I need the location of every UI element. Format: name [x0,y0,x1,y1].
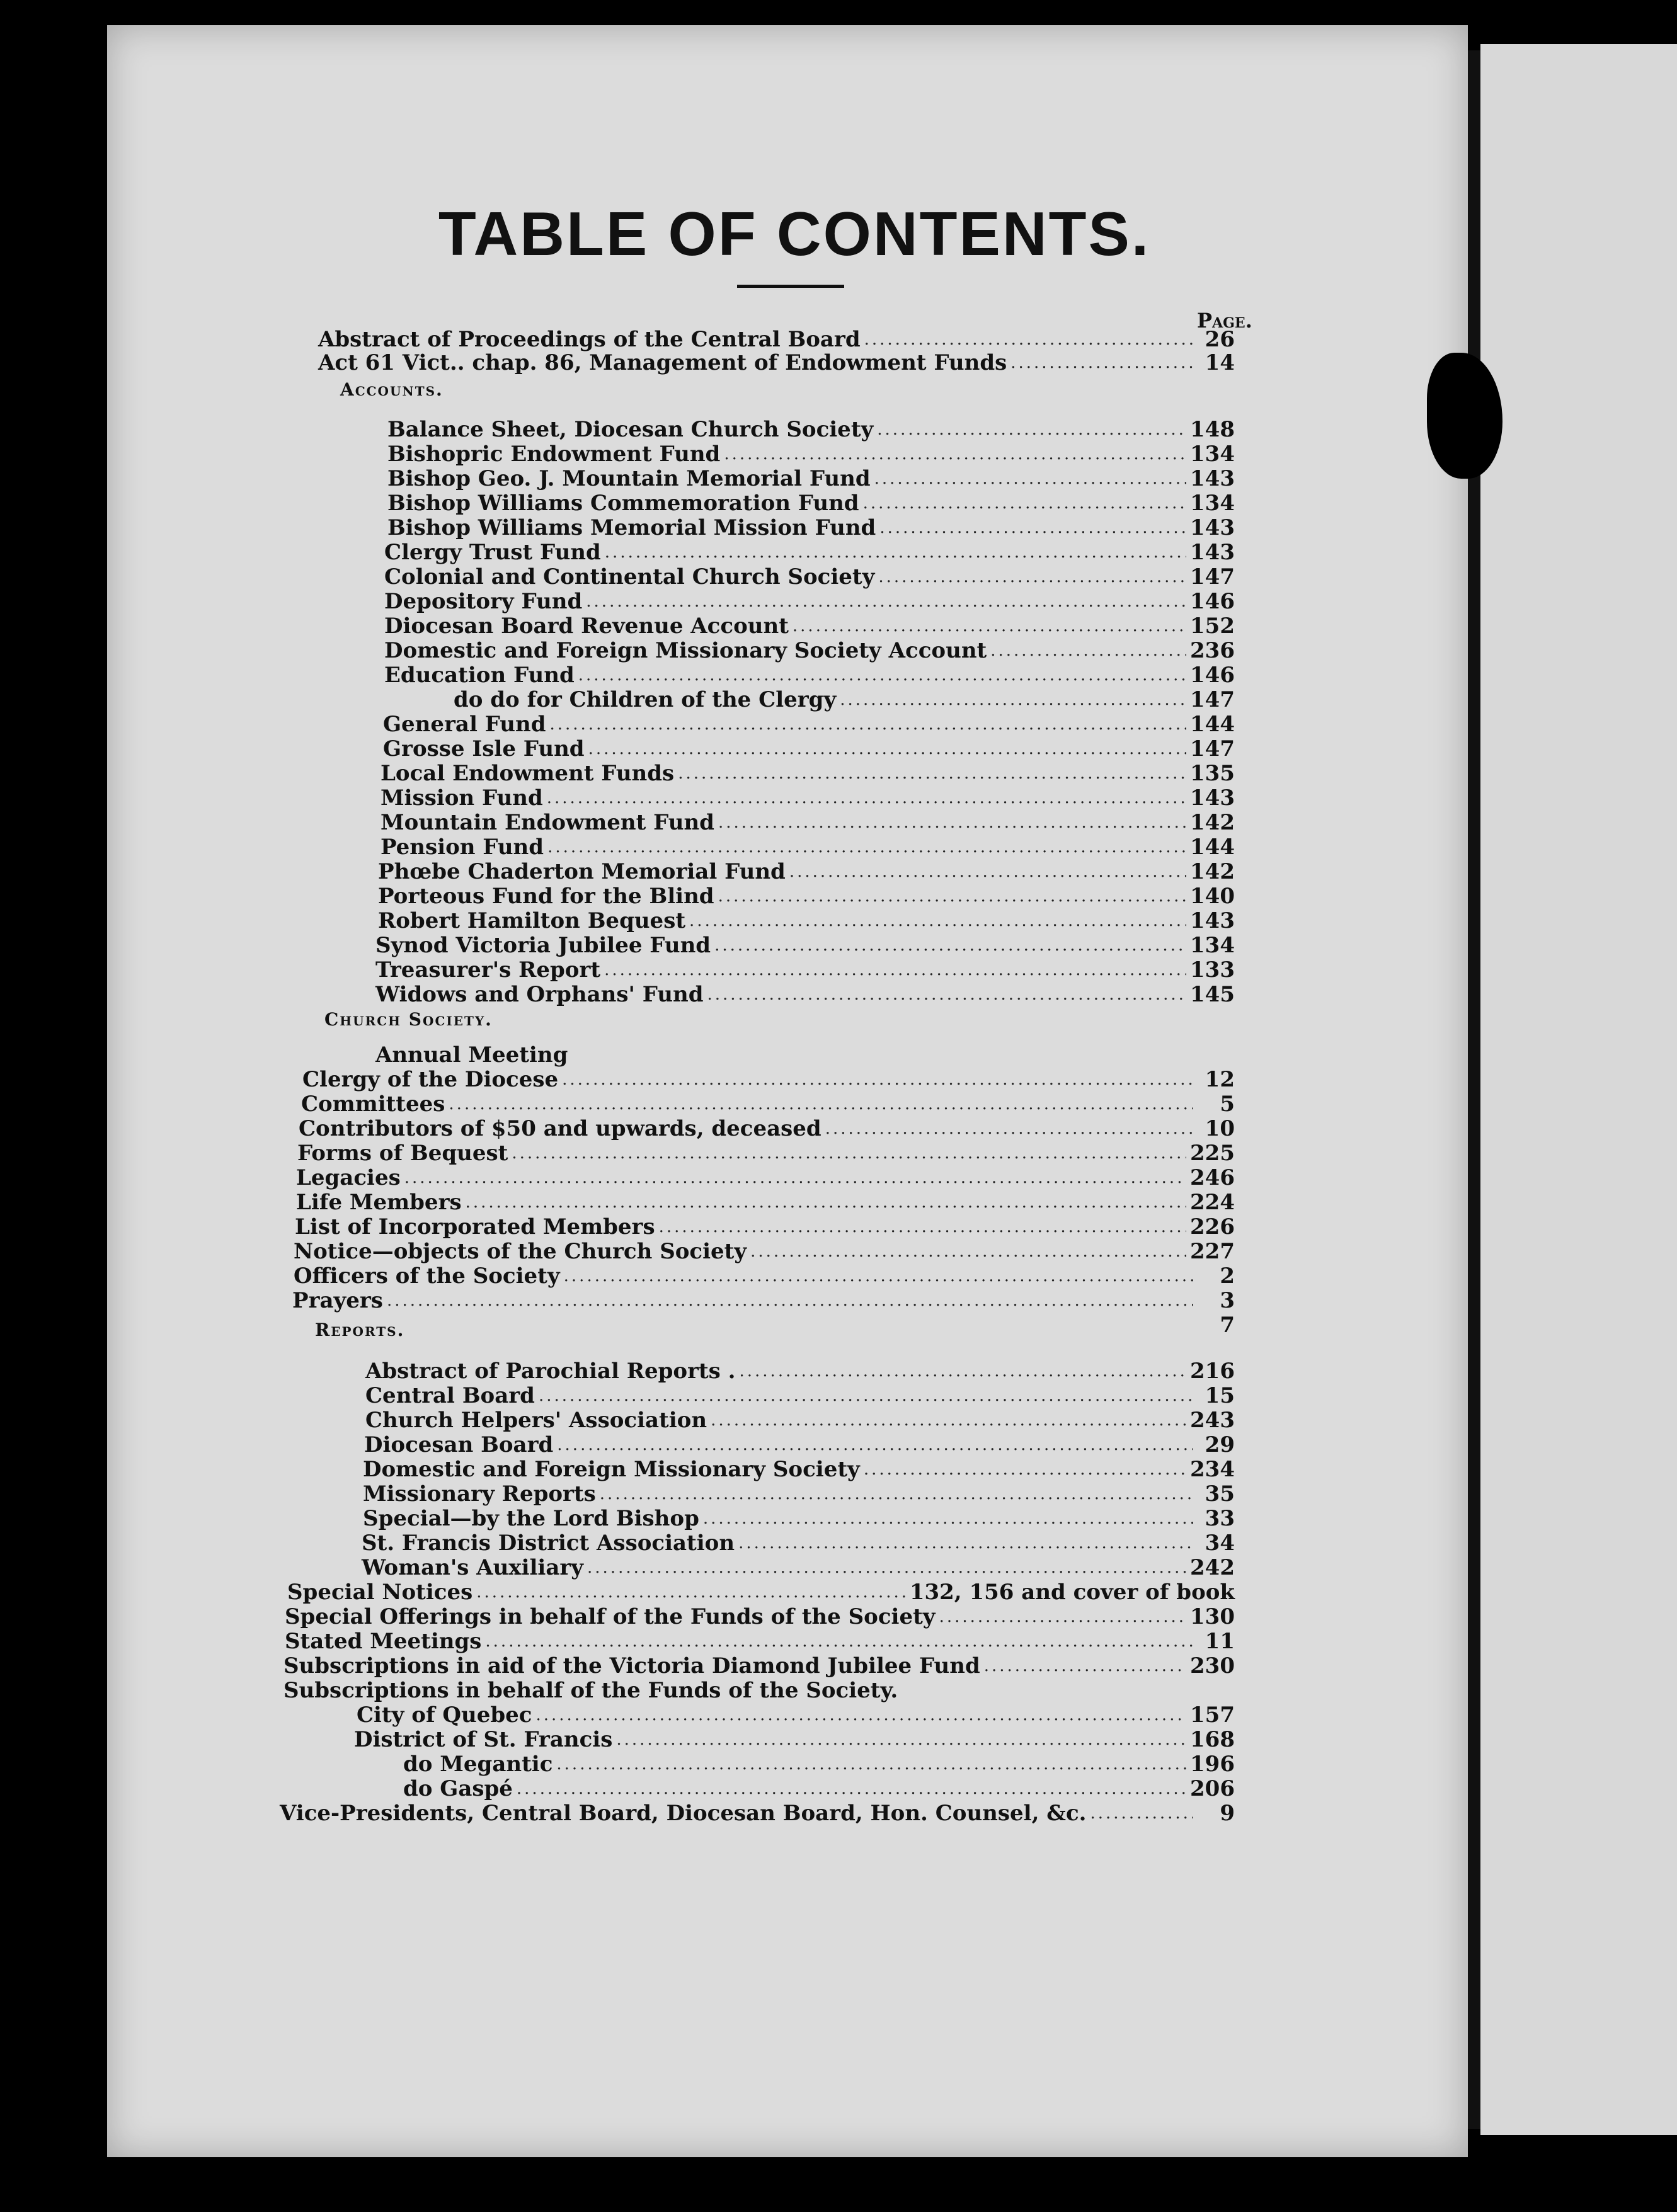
toc-entry-page: 143 [1190,540,1235,565]
toc-entry-page: 146 [1190,589,1235,614]
toc-entry-label: Diocesan Board [364,1432,554,1457]
leader-dots [703,1507,1193,1531]
toc-entry [295,1215,1235,1239]
toc-entry-page: 10 [1205,1116,1235,1141]
toc-entry [383,737,1235,761]
toc-entry-page: 157 [1190,1702,1235,1728]
leader-dots [588,737,1186,761]
toc-entry-page: 226 [1190,1214,1235,1240]
toc-entry-label: District of St. Francis [354,1727,613,1752]
leader-dots [718,884,1186,908]
toc-entry-page: 196 [1190,1752,1235,1777]
toc-entry [403,1752,1235,1776]
toc-entry-page: 9 [1220,1801,1235,1826]
toc-entry [362,1556,1235,1580]
leader-dots [678,761,1186,785]
toc-entry-page: 144 [1190,712,1235,737]
leader-dots [512,1141,1186,1165]
toc-entry-label: Bishop Geo. J. Mountain Memorial Fund [387,466,871,491]
toc-entry-label: Widows and Orphans' Fund [375,982,704,1007]
toc-entry-page: 234 [1190,1457,1235,1482]
toc-entry [364,1433,1235,1457]
leader-dots [587,1556,1186,1580]
toc-entry-label: Missionary Reports [363,1481,596,1507]
toc-entry-page: 206 [1190,1776,1235,1801]
toc-entry-label: Contributors of $50 and upwards, deceased [299,1116,821,1141]
toc-entry [296,1166,1235,1190]
leader-dots [879,516,1186,540]
leader-dots [864,328,1193,351]
toc-entry [365,1359,1235,1383]
toc-entry-page: 26 [1205,327,1235,352]
toc-entry-label: Treasurer's Report [375,957,601,983]
leader-dots [539,1384,1193,1408]
toc-entry-label: Abstract of Parochial Reports . [365,1359,736,1384]
toc-entry-label: Domestic and Foreign Missionary Society Account [384,638,987,663]
leader-dots [547,786,1186,810]
toc-entry [387,442,1235,466]
leader-dots [864,1457,1186,1481]
toc-entry-page: 140 [1190,884,1235,909]
toc-entry-page: 132, 156 and cover of book [909,1580,1235,1605]
toc-entry [378,884,1235,908]
toc-entry [283,1654,1235,1678]
toc-entry-label: Mission Fund [381,785,543,811]
toc-entry-page: 11 [1205,1629,1235,1654]
toc-entry [375,933,1235,957]
section-heading-accounts: Accounts. [340,379,444,400]
toc-entry-label: Vice-Presidents, Central Board, Diocesan Board, Hon. Counsel, &c. [280,1801,1087,1826]
toc-entry-page: 152 [1190,613,1235,639]
toc-entry-label: Abstract of Proceedings of the Central Board [318,327,861,352]
toc-entry-page: 3 [1220,1288,1235,1313]
leader-dots [840,688,1186,712]
toc-entry [280,1801,1235,1825]
toc-entry-label: Central Board [365,1383,535,1408]
leader-dots [536,1703,1187,1727]
toc-entry [378,909,1235,933]
leader-dots [793,614,1186,638]
leader-dots [517,1777,1186,1801]
toc-entry [387,516,1235,540]
leader-dots [878,565,1186,589]
toc-entry-page: 143 [1190,908,1235,933]
leader-dots [562,1068,1193,1092]
toc-entry-label: Stated Meetings [285,1629,482,1654]
toc-entry-label: Clergy Trust Fund [384,540,601,565]
toc-entry-page: 243 [1190,1408,1235,1433]
toc-entry [363,1507,1235,1531]
toc-entry-page: 230 [1190,1653,1235,1679]
leader-dots [984,1654,1186,1678]
toc-entry-label: Church Helpers' Association [365,1408,707,1433]
toc-entry-page: 143 [1190,515,1235,540]
toc-entry-label: Notice—objects of the Church Society [294,1239,747,1264]
toc-entry [297,1141,1235,1165]
toc-entry-label: Grosse Isle Fund [383,736,585,761]
toc-entry-label: Officers of the Society [294,1263,560,1289]
leader-dots [578,663,1186,687]
toc-entry-label: Prayers [292,1288,383,1313]
toc-entry-label: Domestic and Foreign Missionary Society [363,1457,860,1482]
toc-entry-label: Woman's Auxiliary [362,1555,584,1580]
toc-entry [381,761,1235,785]
toc-entry-label: General Fund [383,712,546,737]
toc-entry-page: 144 [1190,835,1235,860]
toc-entry [302,1068,1235,1092]
toc-entry [292,1289,1235,1313]
toc-entry [384,614,1235,638]
toc-entry [285,1629,1235,1653]
toc-entry-page: 2 [1220,1263,1235,1289]
leader-dots [586,590,1186,613]
toc-entry [354,1728,1235,1752]
toc-entry [318,328,1235,351]
toc-entry-label: St. Francis District Association [362,1531,735,1556]
leader-dots [863,491,1186,515]
toc-entry [283,1679,1235,1702]
toc-entry [381,786,1235,810]
toc-entry [318,351,1235,375]
toc-entry [403,1777,1235,1801]
toc-entry [294,1240,1235,1263]
leader-dots [707,983,1186,1006]
toc-entry-page: 12 [1205,1067,1235,1092]
toc-entry [294,1264,1235,1288]
toc-entry [285,1605,1235,1629]
toc-entry [296,1190,1235,1214]
leader-dots [556,1752,1186,1776]
toc-entry-label: Bishopric Endowment Fund [387,442,721,467]
leader-dots [605,540,1186,564]
section-heading-reports: Reports. [315,1320,405,1340]
toc-entry-label: do Gaspé [403,1776,513,1801]
toc-entry-label: Education Fund [384,663,575,688]
toc-entry [365,1384,1235,1408]
toc-entry-page: 224 [1190,1190,1235,1215]
toc-entry [384,639,1235,663]
toc-entry [292,1313,1235,1337]
toc-entry-page: 143 [1190,466,1235,491]
toc-entry-label: Phœbe Chaderton Memorial Fund [378,859,786,884]
toc-entry [375,1043,1235,1067]
leader-dots [549,712,1186,736]
toc-entry [387,491,1235,515]
leader-dots [557,1433,1193,1457]
toc-entry-label: List of Incorporated Members [295,1214,655,1240]
leader-dots [404,1166,1186,1190]
toc-entry-label: Bishop Williams Memorial Mission Fund [387,515,876,540]
toc-entry [384,540,1235,564]
toc-entry-page: 216 [1190,1359,1235,1384]
toc-entry-label: Subscriptions in behalf of the Funds of the Society. [283,1678,898,1703]
page-title: TABLE OF CONTENTS. [438,199,1151,268]
leader-dots [600,1482,1193,1506]
leader-dots [689,909,1186,933]
toc-entry-label: Legacies [296,1165,401,1190]
leader-dots [449,1092,1193,1116]
leader-dots [485,1629,1193,1653]
leader-dots [789,860,1186,884]
toc-entry-page: 242 [1190,1555,1235,1580]
toc-entry-page: 15 [1205,1383,1235,1408]
toc-entry [365,1408,1235,1432]
toc-entry-page: 134 [1190,491,1235,516]
leader-dots [564,1264,1193,1288]
toc-entry-page: 142 [1190,810,1235,835]
toc-entry [381,811,1235,835]
toc-entry-label: Act 61 Vict.. chap. 86, Management of Endowment Funds [318,350,1007,375]
toc-entry-label: Mountain Endowment Fund [381,810,714,835]
toc-entry [387,418,1235,442]
toc-entry-label: Forms of Bequest [297,1141,508,1166]
toc-entry-page: 134 [1190,442,1235,467]
leader-dots [714,933,1186,957]
leader-dots [718,811,1186,835]
toc-entry [301,1092,1235,1116]
toc-entry-label: Committees [301,1092,445,1117]
toc-entry-page: 133 [1190,957,1235,983]
toc-entry-page: 134 [1190,933,1235,958]
leader-dots [711,1408,1186,1432]
toc-entry-page: 7 [1220,1313,1235,1338]
toc-entry-page: 225 [1190,1141,1235,1166]
toc-entry-page: 148 [1190,417,1235,442]
leader-dots [990,639,1186,663]
facing-page [1480,44,1677,2135]
toc-entry-page: 147 [1190,564,1235,590]
leader-dots [825,1117,1193,1141]
toc-entry-label: Life Members [296,1190,462,1215]
toc-entry-page: 143 [1190,785,1235,811]
toc-entry-page: 145 [1190,982,1235,1007]
leader-dots [1010,351,1193,375]
toc-entry [357,1703,1235,1727]
toc-entry-label: Annual Meeting [375,1042,568,1068]
toc-entry-label: Clergy of the Diocese [302,1067,559,1092]
leader-dots [604,958,1186,982]
toc-entry-label: do do for Children of the Clergy [454,687,837,712]
toc-entry-label: do Megantic [403,1752,553,1777]
toc-entry-page: 14 [1205,350,1235,375]
toc-entry-label: City of Quebec [357,1702,532,1728]
leader-dots [659,1215,1186,1239]
toc-entry-label: Balance Sheet, Diocesan Church Society [387,417,874,442]
toc-entry [381,835,1235,859]
toc-entry-page: 29 [1205,1432,1235,1457]
toc-entry [387,467,1235,491]
leader-dots [476,1580,906,1604]
toc-entry-page: 147 [1190,736,1235,761]
toc-entry-page: 236 [1190,638,1235,663]
toc-entry-label: Diocesan Board Revenue Account [384,613,789,639]
toc-entry-page: 34 [1205,1531,1235,1556]
section-heading-church-society: Church Society. [324,1009,493,1030]
toc-entry-label: Special Offerings in behalf of the Funds of the Society [285,1604,936,1629]
toc-entry-page: 142 [1190,859,1235,884]
toc-entry [375,983,1235,1006]
leader-dots [616,1728,1186,1752]
toc-entry-label: Robert Hamilton Bequest [378,908,686,933]
leader-dots [1090,1801,1194,1825]
toc-entry [383,712,1235,736]
leader-dots [874,467,1186,491]
toc-entry-page: 5 [1220,1092,1235,1117]
page-column-header: Page. [1197,309,1252,333]
title-rule [737,285,844,288]
toc-entry [454,688,1235,712]
toc-entry-page: 33 [1205,1506,1235,1531]
toc-entry [363,1482,1235,1506]
toc-entry-page: 147 [1190,687,1235,712]
leader-dots [740,1359,1187,1383]
leader-dots [939,1605,1186,1629]
toc-entry-page: 35 [1205,1481,1235,1507]
toc-entry-label: Bishop Williams Commemoration Fund [387,491,859,516]
toc-entry-page: 146 [1190,663,1235,688]
leader-dots [877,418,1186,442]
toc-entry-page: 227 [1190,1239,1235,1264]
leader-dots [738,1531,1193,1555]
toc-entry-label: Colonial and Continental Church Society [384,564,875,590]
toc-entry-label: Depository Fund [384,589,583,614]
toc-entry-label: Local Endowment Funds [381,761,675,786]
toc-entry [287,1580,1235,1604]
leader-dots [466,1190,1186,1214]
leader-dots [547,835,1186,859]
toc-entry-page: 130 [1190,1604,1235,1629]
toc-entry [384,565,1235,589]
leader-dots [750,1240,1186,1263]
toc-entry-label: Subscriptions in aid of the Victoria Diamond Jubilee Fund [283,1653,980,1679]
toc-entry-label: Porteous Fund for the Blind [378,884,714,909]
toc-entry [362,1531,1235,1555]
toc-entry [384,663,1235,687]
toc-entry [384,590,1235,613]
toc-entry [375,958,1235,982]
toc-entry-label: Special Notices [287,1580,473,1605]
toc-entry-page: 135 [1190,761,1235,786]
leader-dots [387,1289,1193,1313]
toc-entry [299,1117,1235,1141]
toc-entry-page: 168 [1190,1727,1235,1752]
toc-entry-page: 246 [1190,1165,1235,1190]
toc-entry [363,1457,1235,1481]
leader-dots [724,442,1186,466]
toc-entry-label: Synod Victoria Jubilee Fund [375,933,711,958]
toc-entry-label: Pension Fund [381,835,544,860]
toc-entry [378,860,1235,884]
toc-entry-label: Special—by the Lord Bishop [363,1506,699,1531]
